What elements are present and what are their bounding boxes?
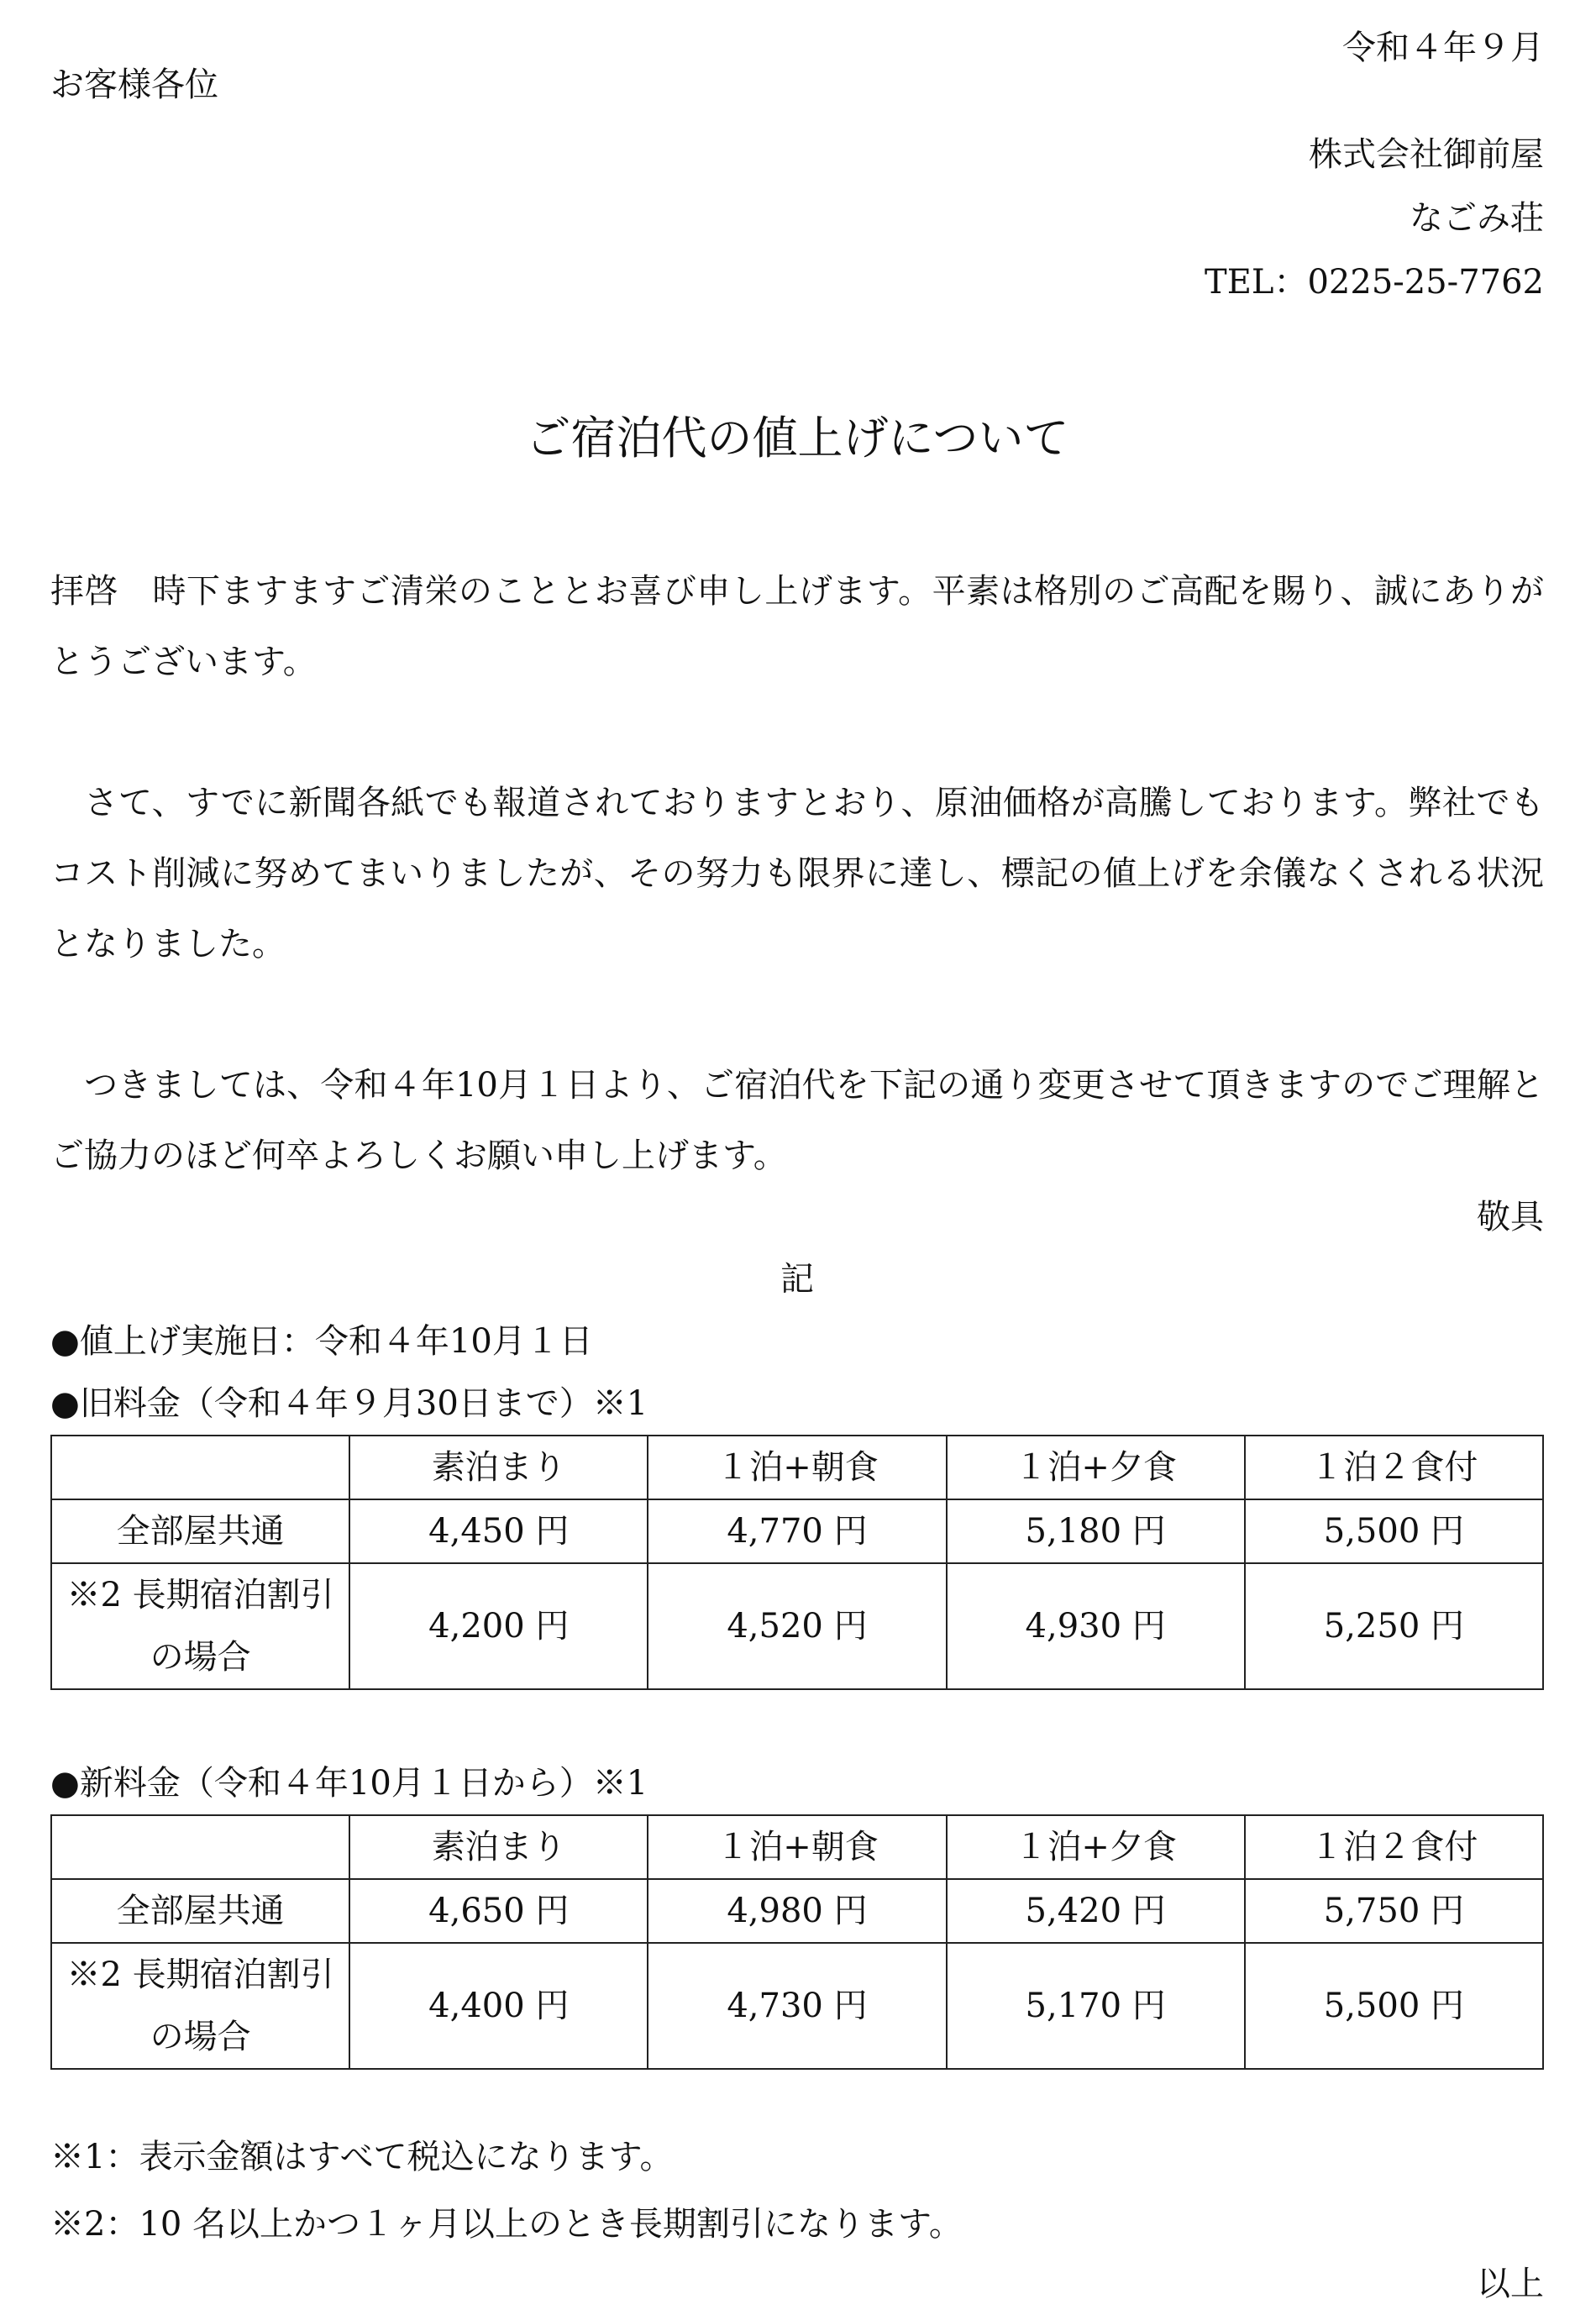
table-header-row [51, 1815, 1543, 1879]
row-label: 全部屋共通 [51, 1499, 349, 1563]
table-header-cell: １泊+朝食 [648, 1436, 946, 1499]
price-cell: 4,930 円 [947, 1563, 1245, 1689]
table-header-cell: １泊+夕食 [947, 1815, 1245, 1879]
price-cell: 5,180 円 [947, 1499, 1245, 1563]
row-label: 全部屋共通 [51, 1879, 349, 1943]
addressee: お客様各位 [50, 66, 218, 104]
price-cell: 4,200 円 [349, 1563, 648, 1689]
telephone: TEL：0225-25-7762 [1205, 263, 1544, 302]
old-price-heading: ●旧料金（令和４年９月30日まで）※1 [50, 1384, 648, 1423]
request-paragraph: つきましては、令和４年10月１日より、ご宿泊代を下記の通り変更させて頂きますのでご理解とご協力のほど何卒よろしくお願い申し上げます。 [50, 1066, 1544, 1175]
table-header-cell [51, 1436, 349, 1499]
footnote-tax: ※1：表示金額はすべて税込になります。 [50, 2138, 674, 2176]
price-cell: 5,170 円 [947, 1943, 1245, 2069]
effective-date-line: ●値上げ実施日：令和４年10月１日 [50, 1322, 593, 1361]
footnotes [50, 2123, 1544, 2258]
table-gap [50, 1690, 1544, 1752]
price-cell: 5,500 円 [1245, 1943, 1543, 2069]
price-cell: 4,400 円 [349, 1943, 648, 2069]
table-header-row [51, 1436, 1543, 1499]
price-cell: 5,420 円 [947, 1879, 1245, 1943]
document-page [50, 17, 1544, 2315]
new-price-heading: ●新料金（令和４年10月１日から）※1 [50, 1764, 648, 1803]
new-price-table [50, 1814, 1544, 2070]
row-label: ※2 長期宿泊割引の場合 [51, 1943, 349, 2069]
price-cell: 5,250 円 [1245, 1563, 1543, 1689]
row-label: ※2 長期宿泊割引の場合 [51, 1563, 349, 1689]
price-cell: 4,730 円 [648, 1943, 946, 2069]
table-row [51, 1943, 1543, 2069]
document-title: ご宿泊代の値上げについて [525, 412, 1069, 465]
price-cell: 4,980 円 [648, 1879, 946, 1943]
ki-heading: 記 [780, 1260, 814, 1299]
footnote-long-stay: ※2：10 名以上かつ１ヶ月以上のとき長期割引になります。 [50, 2205, 963, 2244]
old-price-table [50, 1435, 1544, 1690]
price-cell: 4,450 円 [349, 1499, 648, 1563]
price-cell: 4,770 円 [648, 1499, 946, 1563]
table-header-cell: １泊+朝食 [648, 1815, 946, 1879]
table-header-cell: １泊２食付 [1245, 1815, 1543, 1879]
price-cell: 4,520 円 [648, 1563, 946, 1689]
inn-name: なごみ荘 [1410, 199, 1544, 238]
table-header-cell: 素泊まり [349, 1436, 648, 1499]
greeting-paragraph: 拝啓 時下ますますご清栄のこととお喜び申し上げます。平素は格別のご高配を賜り、誠にありがとうございます。 [50, 572, 1544, 681]
table-header-cell: 素泊まり [349, 1815, 648, 1879]
table-row [51, 1499, 1543, 1563]
reason-paragraph: さて、すでに新聞各紙でも報道されておりますとおり、原油価格が高騰しております。弊社でもコスト削減に努めてまいりましたが、その努力も限界に達し、標記の値上げを余儀なくされる状況となりました。 [50, 784, 1544, 963]
company-name: 株式会社御前屋 [1309, 135, 1544, 174]
price-cell: 5,500 円 [1245, 1499, 1543, 1563]
table-header-cell [51, 1815, 349, 1879]
issue-date: 令和４年９月 [1342, 29, 1544, 67]
table-row [51, 1879, 1543, 1943]
price-cell: 5,750 円 [1245, 1879, 1543, 1943]
sender-block [50, 123, 1544, 314]
closing-word: 敬具 [1477, 1198, 1544, 1236]
end-mark: 以上 [1477, 2265, 1544, 2303]
price-cell: 4,650 円 [349, 1879, 648, 1943]
table-header-cell: １泊２食付 [1245, 1436, 1543, 1499]
table-row [51, 1563, 1543, 1689]
table-header-cell: １泊+夕食 [947, 1436, 1245, 1499]
